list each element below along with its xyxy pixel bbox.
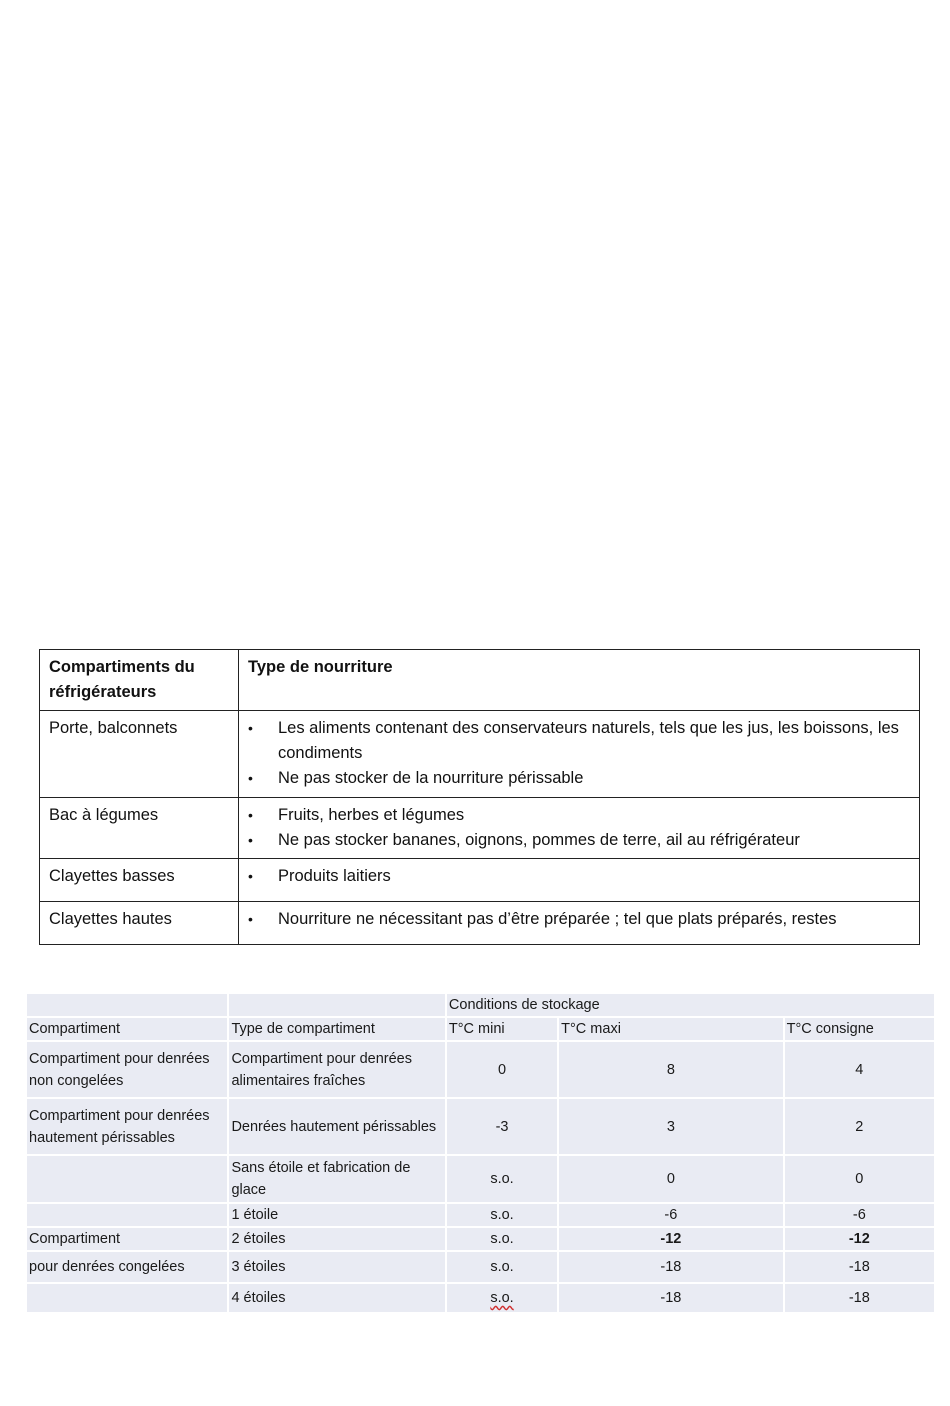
temp-max-cell: 3 — [559, 1099, 782, 1154]
temp-setpoint-cell: -6 — [785, 1204, 934, 1226]
type-cell: Sans étoile et fabrication de glace — [229, 1156, 444, 1202]
table-row — [40, 798, 920, 859]
table-row — [27, 1042, 934, 1097]
food-type-cell — [239, 859, 920, 902]
group-header-row — [27, 994, 934, 1016]
header-compartment: Compartiment — [27, 1018, 227, 1040]
compartment-cell: Compartiment — [27, 1228, 227, 1250]
list-item: • Ne pas stocker de la nourriture périssable — [248, 766, 910, 791]
table-row — [27, 1284, 934, 1312]
food-list — [248, 716, 910, 791]
temp-setpoint-cell: 4 — [785, 1042, 934, 1097]
header-temp-setpoint: T°C consigne — [785, 1018, 934, 1040]
temp-min-cell: s.o. — [447, 1252, 557, 1282]
table-row — [27, 1099, 934, 1154]
storage-conditions-table — [25, 992, 936, 1314]
temp-setpoint-cell: -18 — [785, 1252, 934, 1282]
temp-min-cell: s.o. — [447, 1228, 557, 1250]
compartment-cell: Clayettes hautes — [40, 902, 239, 945]
storage-conditions-header: Conditions de stockage — [447, 994, 934, 1016]
compartment-cell: Compartiment pour denrées non congelées — [27, 1042, 227, 1097]
list-item: • Produits laitiers — [248, 864, 910, 889]
compartment-cell: pour denrées congelées — [27, 1252, 227, 1282]
compartment-cell: Bac à légumes — [40, 798, 239, 859]
type-cell: 4 étoiles — [229, 1284, 444, 1312]
table-row — [27, 1228, 934, 1250]
list-item: • Nourriture ne nécessitant pas d’être préparée ; tel que plats préparés, restes — [248, 907, 910, 932]
table-row — [40, 711, 920, 798]
temp-max-cell: -12 — [559, 1228, 782, 1250]
table-row — [40, 859, 920, 902]
temp-max-cell: -18 — [559, 1252, 782, 1282]
compartment-cell — [27, 1204, 227, 1226]
food-list — [248, 864, 910, 889]
table-row — [27, 1204, 934, 1226]
compartment-cell: Clayettes basses — [40, 859, 239, 902]
type-cell: Denrées hautement périssables — [229, 1099, 444, 1154]
header-compartment-type: Type de compartiment — [229, 1018, 444, 1040]
temp-min-cell: s.o. — [447, 1204, 557, 1226]
temp-max-cell: -18 — [559, 1284, 782, 1312]
header-temp-max: T°C maxi — [559, 1018, 782, 1040]
temp-setpoint-cell: 0 — [785, 1156, 934, 1202]
table-row — [27, 1252, 934, 1282]
type-cell: 2 étoiles — [229, 1228, 444, 1250]
type-cell: 1 étoile — [229, 1204, 444, 1226]
temp-max-cell: 0 — [559, 1156, 782, 1202]
table-row — [40, 902, 920, 945]
temp-max-cell: 8 — [559, 1042, 782, 1097]
temp-setpoint-cell: -18 — [785, 1284, 934, 1312]
temp-min-cell: s.o. — [447, 1156, 557, 1202]
empty-cell — [229, 994, 444, 1016]
food-list — [248, 907, 910, 932]
table-header-row — [40, 650, 920, 711]
compartment-cell — [27, 1156, 227, 1202]
compartment-cell: Compartiment pour denrées hautement périssables — [27, 1099, 227, 1154]
table-row — [27, 1156, 934, 1202]
food-type-cell — [239, 902, 920, 945]
empty-cell — [27, 994, 227, 1016]
food-list — [248, 803, 910, 853]
temp-setpoint-cell: 2 — [785, 1099, 934, 1154]
temp-max-cell: -6 — [559, 1204, 782, 1226]
list-item: • Ne pas stocker bananes, oignons, pommes de terre, ail au réfrigérateur — [248, 828, 910, 853]
food-type-cell — [239, 711, 920, 798]
compartment-cell — [27, 1284, 227, 1312]
food-type-cell — [239, 798, 920, 859]
fridge-compartments-table — [39, 649, 920, 945]
type-cell: 3 étoiles — [229, 1252, 444, 1282]
table-header-row — [27, 1018, 934, 1040]
temp-min-cell: 0 — [447, 1042, 557, 1097]
temp-min-cell — [447, 1284, 557, 1312]
header-temp-min: T°C mini — [447, 1018, 557, 1040]
spellcheck-flagged-text: s.o. — [490, 1290, 514, 1306]
type-cell: Compartiment pour denrées alimentaires fraîches — [229, 1042, 444, 1097]
compartment-cell: Porte, balconnets — [40, 711, 239, 798]
list-item: • Fruits, herbes et légumes — [248, 803, 910, 828]
header-compartments: Compartiments du réfrigérateurs — [40, 650, 239, 711]
temp-setpoint-cell: -12 — [785, 1228, 934, 1250]
temp-min-cell: -3 — [447, 1099, 557, 1154]
header-food-type: Type de nourriture — [239, 650, 920, 711]
list-item: • Les aliments contenant des conservateurs naturels, tels que les jus, les boissons, les condiments — [248, 716, 910, 766]
